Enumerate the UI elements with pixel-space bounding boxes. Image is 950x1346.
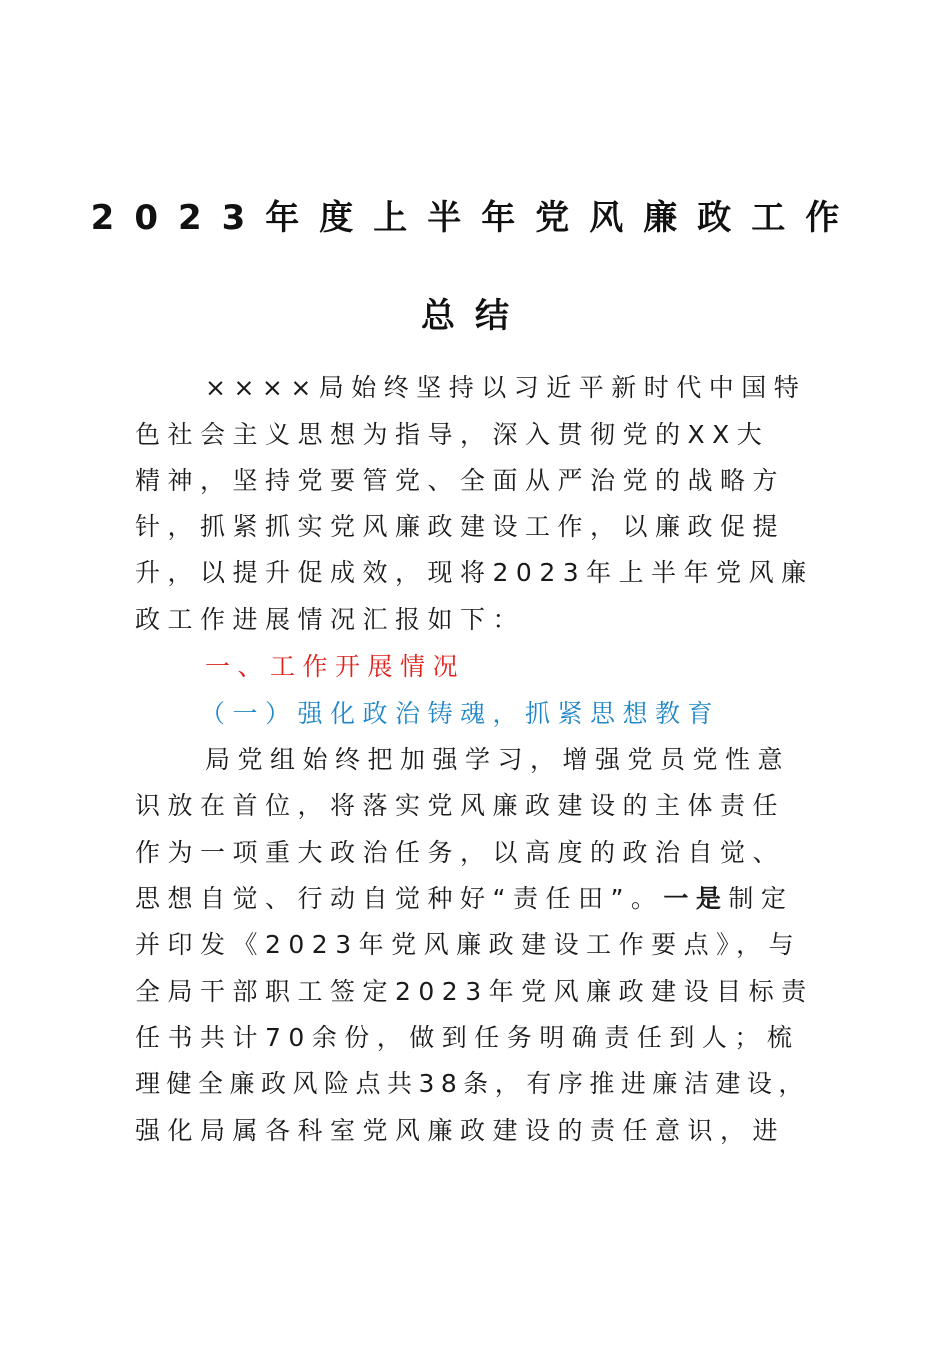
body-line-3: 作为一项重大政治任务，以高度的政治自觉、 (135, 838, 786, 867)
body-line-1: 局党组始终把加强学习，增强党员党性意 (205, 745, 791, 774)
intro-line-5: 升，以提升促成效，现将2023年上半年党风廉 (135, 558, 814, 587)
section-heading: 一、工作开展情况 (205, 652, 466, 681)
intro-line-1: ××××局始终坚持以习近平新时代中国特 (205, 373, 807, 402)
emphasis-text: 一是 (663, 884, 729, 913)
intro-line-2: 色社会主义思想为指导，深入贯彻党的XX大 (135, 420, 770, 449)
intro-line-3: 精神，坚持党要管党、全面从严治党的战略方 (135, 466, 786, 495)
intro-line-4: 针，抓紧抓实党风廉政建设工作，以廉政促提 (135, 512, 786, 541)
body-line-4-tail: 制定 (728, 884, 794, 913)
subsection-heading: （一）强化政治铸魂，抓紧思想教育 (200, 699, 721, 728)
body-line-9: 强化局属各科室党风廉政建设的责任意识，进 (135, 1116, 786, 1145)
body-line-6: 全局干部职工签定2023年党风廉政建设目标责 (135, 977, 814, 1006)
body-line-4 (135, 883, 855, 915)
body-line-8: 理健全廉政风险点共38条，有序推进廉洁建设， (135, 1069, 810, 1098)
document-title-line-2: 总结 (421, 296, 529, 336)
body-line-4-text: 思想自觉、行动自觉种好“责任田”。 (135, 884, 664, 913)
body-line-2: 识放在首位，将落实党风廉政建设的主体责任 (135, 791, 786, 820)
intro-line-6: 政工作进展情况汇报如下： (135, 605, 526, 634)
body-line-7: 任书共计70余份，做到任务明确责任到人；梳 (135, 1023, 800, 1052)
body-line-5: 并印发《2023年党风廉政建设工作要点》，与 (135, 930, 802, 959)
document-title-line-1: 2023年度上半年党风廉政工作 (90, 198, 860, 238)
